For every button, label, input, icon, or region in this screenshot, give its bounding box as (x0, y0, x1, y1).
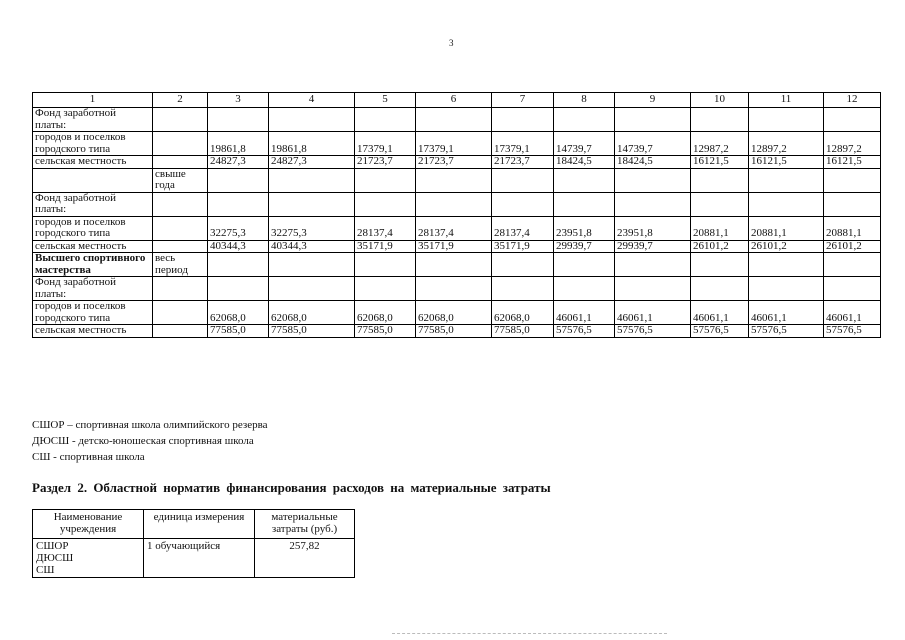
value-cell: 32275,3 (208, 216, 269, 240)
column-header: 5 (355, 93, 416, 108)
row-label: Высшего спортивного мастерства (33, 253, 153, 277)
value-cell (824, 108, 881, 132)
value-cell (416, 168, 492, 192)
value-cell (492, 108, 554, 132)
row-label: Фонд заработной платы: (33, 277, 153, 301)
row-label: сельская местность (33, 156, 153, 169)
value-cell (691, 277, 749, 301)
value-cell (749, 168, 824, 192)
value-cell: 17379,1 (416, 132, 492, 156)
row-label: городов и поселков городского типа (33, 301, 153, 325)
abbreviation-ssh: СШ - спортивная школа (32, 451, 145, 463)
value-cell: 35171,9 (492, 240, 554, 253)
value-cell: 57576,5 (554, 325, 615, 338)
column-header: 1 (33, 93, 153, 108)
scan-artifact-line (392, 633, 667, 635)
abbreviation-dyussh: ДЮСШ - детско-юношеская спортивная школа (32, 435, 254, 447)
value-cell (269, 108, 355, 132)
value-cell: 19861,8 (208, 132, 269, 156)
row-period (153, 216, 208, 240)
row-period: весь период (153, 253, 208, 277)
value-cell (554, 168, 615, 192)
value-cell (492, 168, 554, 192)
value-cell (269, 168, 355, 192)
value-cell (615, 168, 691, 192)
value-cell (492, 192, 554, 216)
value-cell (749, 277, 824, 301)
column-header: 4 (269, 93, 355, 108)
value-cell: 46061,1 (749, 301, 824, 325)
value-cell: 21723,7 (492, 156, 554, 169)
value-cell (824, 277, 881, 301)
wage-fund-table (32, 92, 881, 338)
table-row (33, 156, 881, 169)
row-label: городов и поселков городского типа (33, 132, 153, 156)
value-cell: 20881,1 (749, 216, 824, 240)
value-cell (355, 192, 416, 216)
header-row (33, 93, 881, 108)
norm-unit-cell: 1 обучающийся (144, 539, 255, 578)
value-cell: 62068,0 (208, 301, 269, 325)
value-cell (355, 108, 416, 132)
value-cell (269, 253, 355, 277)
value-cell: 18424,5 (615, 156, 691, 169)
value-cell (554, 277, 615, 301)
column-header: 10 (691, 93, 749, 108)
value-cell: 24827,3 (208, 156, 269, 169)
value-cell (208, 277, 269, 301)
norm-header-unit: единица измерения (144, 510, 255, 539)
column-header: 6 (416, 93, 492, 108)
row-label: городов и поселков городского типа (33, 216, 153, 240)
value-cell: 18424,5 (554, 156, 615, 169)
value-cell (691, 253, 749, 277)
norm-header-cost: материальные затраты (руб.) (255, 510, 355, 539)
value-cell (208, 253, 269, 277)
value-cell: 17379,1 (355, 132, 416, 156)
table-row (33, 277, 881, 301)
value-cell: 57576,5 (749, 325, 824, 338)
row-period (153, 108, 208, 132)
norm-institutions-cell (33, 539, 144, 578)
row-label: Фонд заработной платы: (33, 192, 153, 216)
value-cell: 57576,5 (824, 325, 881, 338)
table-row (33, 132, 881, 156)
value-cell: 62068,0 (269, 301, 355, 325)
value-cell: 57576,5 (691, 325, 749, 338)
value-cell: 57576,5 (615, 325, 691, 338)
value-cell (824, 168, 881, 192)
value-cell: 14739,7 (615, 132, 691, 156)
value-cell: 19861,8 (269, 132, 355, 156)
value-cell: 62068,0 (492, 301, 554, 325)
value-cell (691, 108, 749, 132)
value-cell (824, 192, 881, 216)
value-cell (615, 253, 691, 277)
column-header: 7 (492, 93, 554, 108)
value-cell (416, 253, 492, 277)
norm-cost-cell: 257,82 (255, 539, 355, 578)
value-cell: 77585,0 (355, 325, 416, 338)
value-cell (416, 277, 492, 301)
value-cell: 24827,3 (269, 156, 355, 169)
value-cell: 21723,7 (416, 156, 492, 169)
value-cell: 29939,7 (615, 240, 691, 253)
value-cell (208, 108, 269, 132)
table-row (33, 301, 881, 325)
value-cell: 16121,5 (691, 156, 749, 169)
value-cell: 21723,7 (355, 156, 416, 169)
value-cell (208, 192, 269, 216)
value-cell (691, 168, 749, 192)
value-cell: 20881,1 (691, 216, 749, 240)
value-cell (355, 168, 416, 192)
value-cell: 40344,3 (269, 240, 355, 253)
value-cell: 35171,9 (355, 240, 416, 253)
row-period (153, 301, 208, 325)
norm-row (33, 539, 355, 578)
value-cell: 26101,2 (749, 240, 824, 253)
column-header: 3 (208, 93, 269, 108)
table-row (33, 216, 881, 240)
value-cell (615, 192, 691, 216)
value-cell (269, 277, 355, 301)
row-label (33, 168, 153, 192)
table-row (33, 253, 881, 277)
row-period (153, 277, 208, 301)
value-cell (749, 253, 824, 277)
value-cell (416, 192, 492, 216)
institution-sshor: СШОР (36, 540, 69, 552)
value-cell: 16121,5 (824, 156, 881, 169)
row-period: свыше года (153, 168, 208, 192)
column-header: 2 (153, 93, 208, 108)
page-number: 3 (449, 38, 454, 48)
value-cell: 29939,7 (554, 240, 615, 253)
value-cell (416, 108, 492, 132)
value-cell (492, 253, 554, 277)
row-label: сельская местность (33, 240, 153, 253)
value-cell: 16121,5 (749, 156, 824, 169)
value-cell: 35171,9 (416, 240, 492, 253)
value-cell: 23951,8 (615, 216, 691, 240)
value-cell: 62068,0 (355, 301, 416, 325)
table-row (33, 192, 881, 216)
row-period (153, 156, 208, 169)
value-cell: 26101,2 (691, 240, 749, 253)
row-period (153, 192, 208, 216)
row-label: Фонд заработной платы: (33, 108, 153, 132)
value-cell: 46061,1 (691, 301, 749, 325)
value-cell: 28137,4 (492, 216, 554, 240)
value-cell: 20881,1 (824, 216, 881, 240)
material-costs-table (32, 509, 355, 578)
norm-header-institution: Наименование учреждения (33, 510, 144, 539)
value-cell: 46061,1 (824, 301, 881, 325)
column-header: 12 (824, 93, 881, 108)
value-cell: 77585,0 (416, 325, 492, 338)
column-header: 9 (615, 93, 691, 108)
row-period (153, 132, 208, 156)
value-cell (615, 277, 691, 301)
value-cell (355, 253, 416, 277)
row-label: сельская местность (33, 325, 153, 338)
table-row (33, 240, 881, 253)
row-period (153, 240, 208, 253)
value-cell: 40344,3 (208, 240, 269, 253)
value-cell (355, 277, 416, 301)
value-cell: 14739,7 (554, 132, 615, 156)
value-cell: 46061,1 (554, 301, 615, 325)
institution-ssh: СШ (36, 564, 55, 576)
value-cell: 62068,0 (416, 301, 492, 325)
value-cell (208, 168, 269, 192)
value-cell: 17379,1 (492, 132, 554, 156)
value-cell: 77585,0 (269, 325, 355, 338)
value-cell: 12897,2 (749, 132, 824, 156)
value-cell: 28137,4 (355, 216, 416, 240)
value-cell: 46061,1 (615, 301, 691, 325)
abbreviation-sshor: СШОР – спортивная школа олимпийского резерва (32, 419, 268, 431)
value-cell (269, 192, 355, 216)
value-cell (749, 192, 824, 216)
value-cell (554, 108, 615, 132)
institution-dyussh: ДЮСШ (36, 552, 74, 564)
value-cell: 28137,4 (416, 216, 492, 240)
table-row (33, 325, 881, 338)
value-cell (554, 253, 615, 277)
value-cell (615, 108, 691, 132)
value-cell: 77585,0 (208, 325, 269, 338)
section-title: Раздел 2. Областной норматив финансирования расходов на материальные затраты (32, 480, 551, 495)
value-cell: 32275,3 (269, 216, 355, 240)
value-cell: 26101,2 (824, 240, 881, 253)
value-cell: 12897,2 (824, 132, 881, 156)
column-header: 8 (554, 93, 615, 108)
value-cell: 77585,0 (492, 325, 554, 338)
value-cell (554, 192, 615, 216)
value-cell (492, 277, 554, 301)
value-cell (749, 108, 824, 132)
table-row (33, 108, 881, 132)
table-row (33, 168, 881, 192)
value-cell (691, 192, 749, 216)
value-cell (824, 253, 881, 277)
norm-header-row (33, 510, 355, 539)
row-period (153, 325, 208, 338)
value-cell: 23951,8 (554, 216, 615, 240)
column-header: 11 (749, 93, 824, 108)
value-cell: 12987,2 (691, 132, 749, 156)
